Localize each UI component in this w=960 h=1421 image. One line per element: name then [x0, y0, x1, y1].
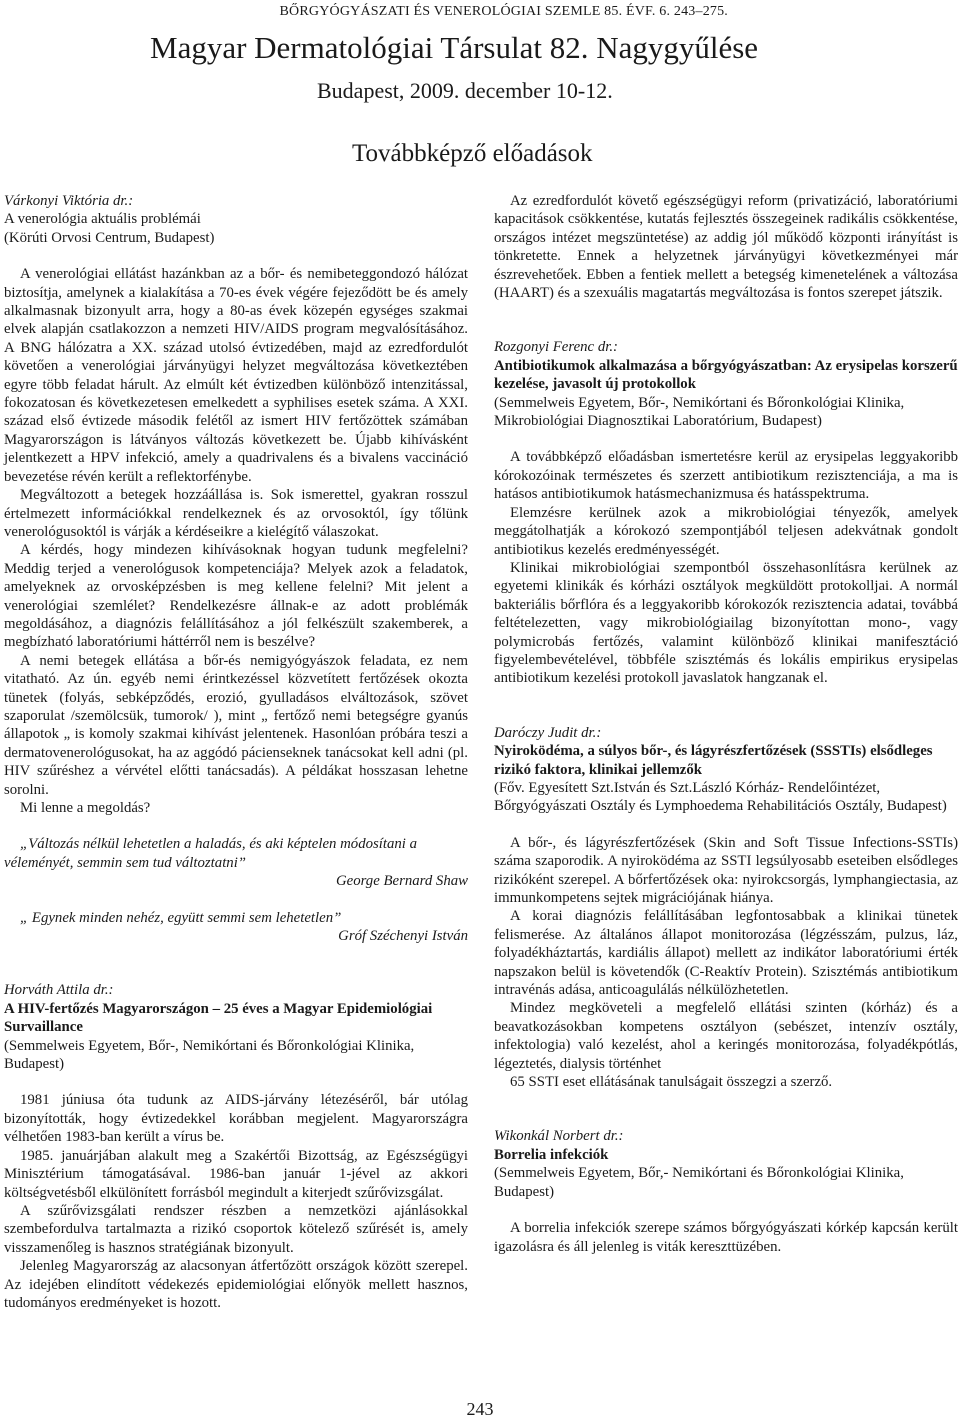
abstract-header: [4, 981, 468, 1073]
affiliation: (Semmelweis Egyetem, Bőr-, Nemikórtani és Bőronkológiai Klinika, Mikrobiológiai Diagnosztikai Laboratórium, Budapest): [494, 394, 905, 430]
abstract-header: [494, 1127, 958, 1201]
abstract-title: Borrelia infekciók: [494, 1146, 609, 1163]
paragraph: A szűrővizsgálati rendszer részben a nemzetközi ajánlásokkal szembefordulva tartalmazta a rizikó csoportok kötelező szűrését is, amely visszamenőleg is hasznos stratégiának bizonyult.: [4, 1202, 468, 1256]
abstract-title: A venerológia aktuális problémái: [4, 211, 201, 228]
page-subtitle: Budapest, 2009. december 10-12.: [317, 78, 613, 103]
abstract-header: [4, 192, 468, 247]
left-column: [4, 192, 468, 1312]
paragraph: A kérdés, hogy mindezen kihívásoknak hogyan tudunk megfelelni? Meddig terjed a venerológusok kompetenciája? Melyek azok a feladatok, amelyeknek az orvosképzésben is meg kellene felelni? Mit jelent a venerológiai szemlélet? Rendelkezésre állnak-e az adott problémák megoldásához, a diagnózis felállításához a jól felkészült szakemberek, a megbízható laboratóriumi háttérről nem is beszélve?: [4, 542, 468, 651]
paragraph: A bőr-, és lágyrészfertőzések (Skin and Soft Tissue Infections-SSTIs) száma szaporodik. A nyiroködéma az SSTI legsúlyosabb eseteiben elsődleges rizikóként szerepel. A bőrfertőzések oka: nyirokcsorgás, lymphangiectasia, az immunkompetens sejtek migrációjának hiánya.: [494, 834, 958, 906]
affiliation: (Semmelweis Egyetem, Bőr,- Nemikórtani és Bőronkológiai Klinika, Budapest): [494, 1165, 904, 1200]
quote: „ Egynek minden nehéz, együtt semmi sem lehetetlen”: [20, 909, 342, 926]
author-name: Daróczy Judit dr.:: [494, 724, 602, 741]
abstract-header: [494, 724, 958, 816]
author-name: Várkonyi Viktória dr.:: [4, 193, 134, 209]
paragraph: A nemi betegek ellátása a bőr-és nemigyógyászok feladata, ez nem vitatható. Az ún. egyéb nemi érintkezéssel közvetített fertőzések okozta tünetek (folyás, sebképződés, erozió, gyulladásos elváltozások, szövet szaporulat /szemölcsük, tumorok/ ), mint „ fertőző nemi betegségre gyanús állapotok „ is komoly szakmai kihívást jelentenek. Hasonlóan próbára teszi a dermatovenerológusokat, ha az aggódó pácienseknek tanácsokat kell adni (pl. HIV szűréshez a vérvétel előtti tanácsadás). A példákat hosszasan lehetne sorolni.: [4, 652, 468, 798]
paragraph: 1985. januárjában alakult meg a Szakértői Bizottság, az Egészségügyi Minisztérium támogatásával. 1986-ban január 1-jével az akkori költségvetésből elkülönített forrásból megindult a kiterjedt szűrővizsgálat.: [4, 1147, 468, 1201]
paragraph: 1981 júniusa óta tudunk az AIDS-járvány létezéséről, bár utólag bizonyították, hogy évtizedekkel korábban megjelent. Magyarországra vélhetően 1983-ban került a vírus be.: [4, 1092, 468, 1146]
author-name: Rozgonyi Ferenc dr.:: [494, 339, 618, 356]
paragraph: A továbbképző előadásban ismertetésre kerül az erysipelas leggyakoribb kórokozóinak természetes és szerzett antibiotikum rezisztenciája, a ma is hatásos antibiotikumok hatásmechanizmusa és hatásspektruma.: [494, 449, 958, 503]
author-name: Wikonkál Norbert dr.:: [494, 1128, 624, 1145]
paragraph: Mi lenne a megoldás?: [20, 800, 151, 816]
quote: „Változás nélkül lehetetlen a haladás, és aki képtelen módosítani a véleményét, semmin sem tud változtatni”: [4, 836, 417, 871]
quote-author: George Bernard Shaw: [335, 873, 468, 890]
paragraph: Megváltozott a betegek hozzáállása is. Sok ismerettel, gyakran rosszul értelmezett információkkal rendelkeznek és az orvosoktól, így tőlünk venerológusoktól is várják a kérdéseikre a kielégítő válaszokat.: [4, 487, 468, 540]
paragraph: A venerológiai ellátást hazánkban az a bőr- és nemibeteggondozó hálózat biztosítja, amelynek a kialakítása a 70-es évek végére fejeződött be és amely alkalmasnak bizonyult arra, hogy a 80-as évek közepén egységes szakmai elvek alapján csatlakozzon a nemzeti HIV/AIDS program megvalósításához. A BNG hálózatra a XX. század utolsó évtizedében, majd az ezredfordulót követően a venerológiai járványügyi helyzet megváltozása következtében egyre több feladat hárult. Az elmúlt két évtizedben különböző intenzitással, fokozatosan és következetesen emelkedett a syphilises esetek száma. A XXI. század első évtizede második felétől az ismert HIV fertőzöttek számában Magyarországon is látványos változás következett be. Újabb kihívásként jelentkezett a HPV infekció, amely a quadrivalens és a bivalens vaccináció bevezetése révén került a reflektorfénybe.: [4, 266, 468, 485]
abstract-title: A HIV-fertőzés Magyarországon – 25 éves a Magyar Epidemiológiai Survaillance: [4, 1000, 433, 1036]
paragraph: Jelenleg Magyarország az alacsonyan átfertőzött országok között szerepel. Az idejében elindított védekezés epidemiológiai előnyök mellett hasznos, tudományos eredményeket is hozott.: [4, 1258, 468, 1311]
paragraph: A borrelia infekciók szerepe számos bőrgyógyászati kórkép kapcsán került igazolásra és áll jelenleg is viták kereszttüzében.: [494, 1220, 958, 1255]
affiliation: (Körúti Orvosi Centrum, Budapest): [4, 229, 215, 246]
paragraph: Elemzésre kerülnek azok a mikrobiológiai tényezők, amelyek meggátolhatják a kórokozó szempontjából teljesen adekvátnak gondolt antibiotikus kezelés eredményességét.: [494, 504, 958, 558]
author-name: Horváth Attila dr.:: [4, 982, 114, 999]
paragraph: Az ezredfordulót követő egészségügyi reform (privatizáció, laboratóriumi kapacitások csökkentése, kutatás fejlesztés összegeinek radikális csökkentése, országos intézet megszüntetése) az addig jól működő központi irányítást is tönkretette. Ennek a helyzetnek járványügyi következményei már észrevehetőek. Ebben a fentiek mellett a betegség kimenetelének a változása (HAART) és a szexuális magatartás megváltozása is fontos szerepet játszik.: [494, 193, 958, 302]
right-column: [494, 192, 958, 1256]
page-title: Magyar Dermatológiai Társulat 82. Nagygyűlése: [150, 30, 759, 65]
journal-header: BŐRGYÓGYÁSZATI ÉS VENEROLÓGIAI SZEMLE 85. ÉVF. 6. 243–275.: [279, 4, 728, 19]
affiliation: (Semmelweis Egyetem, Bőr-, Nemikórtani és Bőronkológiai Klinika, Budapest): [4, 1037, 415, 1073]
abstract-title: Antibiotikumok alkalmazása a bőrgyógyászatban: Az erysipelas korszerű kezelése, javasolt új protokollok: [494, 357, 958, 393]
paragraph: 65 SSTI eset ellátásának tanulságait összegzi a szerző.: [510, 1074, 833, 1091]
paragraph: Mindez megköveteli a megfelelő ellátási szinten (kórház) és a beavatkozásokban kompetens osztályon (sebészet, intenzív osztály, infektologia) való kezelést, ahol a keringés monitorozása, folyadékpótlás, légeztetés, dialysis történhet: [494, 1000, 958, 1072]
paragraph: A korai diagnózis felállításában legfontosabbak a klinikai tünetek felismerése. Az általános állapot monitorozása (légzésszám, pulzus, láz, folyadékháztartás, kardiális állapot) mellett az indikátor laboratóriumi érték napszakon belül is követendők (C-Reaktív Protein). Szisztémás antibiotikum intravénás adása, anticoagulálás nélkülözhetetlen.: [494, 908, 958, 999]
paragraph: Klinikai mikrobiológiai szempontból összehasonlításra kerülnek az egyetemi klinikák és kórházi osztályok megküldött protokolljai. A normál bakteriális bőrflóra és a leggyakoribb kórokozók rezisztencia adatai, továbbá feltételezetten, vagy mikrobiológiailag bizonyítottan mono-, vagy polymicrobás fertőzés, valamint különböző klinikai manifesztáció figyelembevételével, többféle szisztémás és lokális empirikus erysipelas antibiotikum kezelési protokoll javaslatok hangzanak el.: [494, 559, 958, 687]
abstract-title: Nyiroködéma, a súlyos bőr-, és lágyrészfertőzések (SSSTIs) elsődleges rizikó faktora, klinikai jellemzők: [494, 743, 933, 778]
section-heading: Továbbképző előadások: [352, 140, 593, 167]
quote-author: Gróf Széchenyi István: [338, 928, 468, 945]
abstract-header: [494, 338, 958, 430]
page-number: 243: [466, 1399, 494, 1419]
affiliation: (Főv. Egyesített Szt.István és Szt.László Kórház- Rendelőintézet, Bőrgyógyászati Osztály és Lymphoedema Rehabilitációs Osztály, Budapest): [494, 779, 947, 815]
